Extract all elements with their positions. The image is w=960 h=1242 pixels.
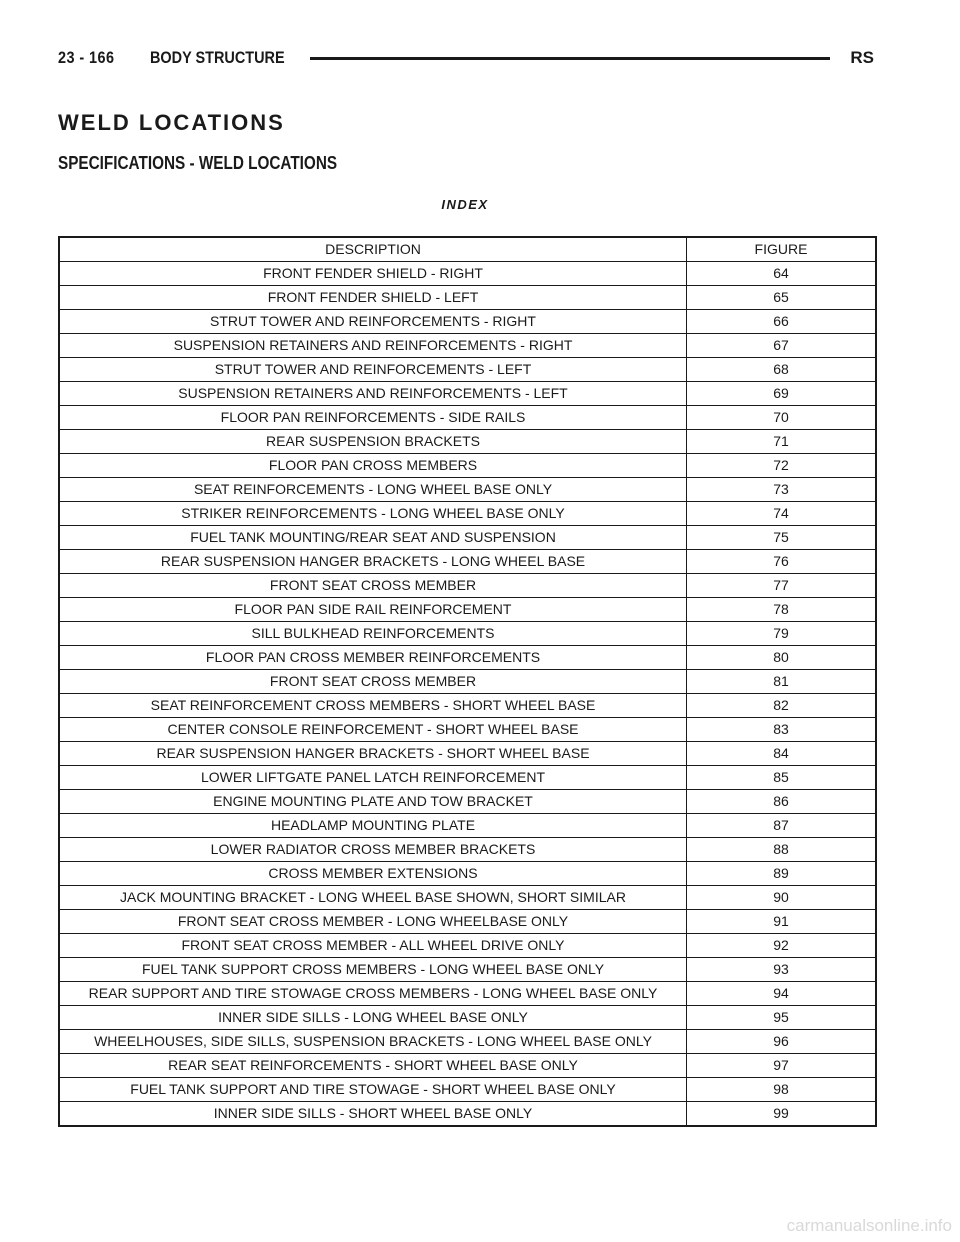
- table-row: [59, 790, 876, 814]
- row-figure: 98: [687, 1078, 877, 1102]
- row-description: SUSPENSION RETAINERS AND REINFORCEMENTS - LEFT: [59, 382, 687, 406]
- table-row: [59, 454, 876, 478]
- column-header-description: DESCRIPTION: [59, 237, 687, 262]
- row-figure: 77: [687, 574, 877, 598]
- row-description: FUEL TANK SUPPORT CROSS MEMBERS - LONG WHEEL BASE ONLY: [59, 958, 687, 982]
- table-row: [59, 478, 876, 502]
- row-figure: 67: [687, 334, 877, 358]
- row-figure: 78: [687, 598, 877, 622]
- page-number: 23 - 166: [58, 48, 115, 67]
- row-figure: 88: [687, 838, 877, 862]
- table-row: [59, 1006, 876, 1030]
- table-row: [59, 886, 876, 910]
- table-row: [59, 1078, 876, 1102]
- watermark: carmanualsonline.info: [786, 1216, 952, 1235]
- row-description: FLOOR PAN CROSS MEMBER REINFORCEMENTS: [59, 646, 687, 670]
- table-row: [59, 670, 876, 694]
- row-figure: 99: [687, 1102, 877, 1127]
- table-row: [59, 910, 876, 934]
- column-header-figure: FIGURE: [687, 237, 877, 262]
- table-row: [59, 982, 876, 1006]
- row-description: FLOOR PAN CROSS MEMBERS: [59, 454, 687, 478]
- index-table: [58, 236, 877, 1127]
- row-figure: 96: [687, 1030, 877, 1054]
- row-description: REAR SUSPENSION HANGER BRACKETS - LONG WHEEL BASE: [59, 550, 687, 574]
- row-description: REAR SEAT REINFORCEMENTS - SHORT WHEEL BASE ONLY: [59, 1054, 687, 1078]
- table-row: [59, 838, 876, 862]
- row-description: FLOOR PAN SIDE RAIL REINFORCEMENT: [59, 598, 687, 622]
- table-row: [59, 1102, 876, 1127]
- page-subtitle: SPECIFICATIONS - WELD LOCATIONS: [58, 153, 338, 173]
- row-description: FRONT FENDER SHIELD - LEFT: [59, 286, 687, 310]
- row-description: LOWER RADIATOR CROSS MEMBER BRACKETS: [59, 838, 687, 862]
- table-row: [59, 358, 876, 382]
- row-figure: 86: [687, 790, 877, 814]
- row-figure: 66: [687, 310, 877, 334]
- row-figure: 97: [687, 1054, 877, 1078]
- row-figure: 83: [687, 718, 877, 742]
- row-figure: 70: [687, 406, 877, 430]
- row-figure: 80: [687, 646, 877, 670]
- row-description: SILL BULKHEAD REINFORCEMENTS: [59, 622, 687, 646]
- row-figure: 76: [687, 550, 877, 574]
- row-figure: 87: [687, 814, 877, 838]
- table-row: [59, 646, 876, 670]
- row-description: REAR SUSPENSION BRACKETS: [59, 430, 687, 454]
- row-description: SUSPENSION RETAINERS AND REINFORCEMENTS - RIGHT: [59, 334, 687, 358]
- row-figure: 69: [687, 382, 877, 406]
- table-row: [59, 310, 876, 334]
- row-description: FUEL TANK MOUNTING/REAR SEAT AND SUSPENSION: [59, 526, 687, 550]
- table-row: [59, 622, 876, 646]
- row-description: STRUT TOWER AND REINFORCEMENTS - RIGHT: [59, 310, 687, 334]
- table-row: [59, 958, 876, 982]
- row-description: FLOOR PAN REINFORCEMENTS - SIDE RAILS: [59, 406, 687, 430]
- row-description: INNER SIDE SILLS - SHORT WHEEL BASE ONLY: [59, 1102, 687, 1127]
- row-description: FRONT SEAT CROSS MEMBER: [59, 670, 687, 694]
- row-description: JACK MOUNTING BRACKET - LONG WHEEL BASE SHOWN, SHORT SIMILAR: [59, 886, 687, 910]
- row-description: FRONT SEAT CROSS MEMBER: [59, 574, 687, 598]
- row-figure: 65: [687, 286, 877, 310]
- page-title: WELD LOCATIONS: [58, 110, 285, 135]
- model-code: RS: [850, 48, 874, 67]
- row-description: FRONT SEAT CROSS MEMBER - ALL WHEEL DRIVE ONLY: [59, 934, 687, 958]
- table-row: [59, 502, 876, 526]
- row-figure: 73: [687, 478, 877, 502]
- row-figure: 75: [687, 526, 877, 550]
- row-figure: 92: [687, 934, 877, 958]
- row-figure: 64: [687, 262, 877, 286]
- table-row: [59, 718, 876, 742]
- row-figure: 85: [687, 766, 877, 790]
- row-description: FRONT SEAT CROSS MEMBER - LONG WHEELBASE ONLY: [59, 910, 687, 934]
- row-description: STRIKER REINFORCEMENTS - LONG WHEEL BASE ONLY: [59, 502, 687, 526]
- table-row: [59, 814, 876, 838]
- row-figure: 82: [687, 694, 877, 718]
- table-row: [59, 334, 876, 358]
- table-row: [59, 526, 876, 550]
- table-row: [59, 862, 876, 886]
- row-figure: 71: [687, 430, 877, 454]
- row-description: CROSS MEMBER EXTENSIONS: [59, 862, 687, 886]
- page-header: [58, 46, 874, 72]
- row-figure: 74: [687, 502, 877, 526]
- row-description: SEAT REINFORCEMENTS - LONG WHEEL BASE ONLY: [59, 478, 687, 502]
- row-description: ENGINE MOUNTING PLATE AND TOW BRACKET: [59, 790, 687, 814]
- row-figure: 89: [687, 862, 877, 886]
- table-row: [59, 934, 876, 958]
- row-figure: 93: [687, 958, 877, 982]
- row-description: FUEL TANK SUPPORT AND TIRE STOWAGE - SHORT WHEEL BASE ONLY: [59, 1078, 687, 1102]
- row-figure: 81: [687, 670, 877, 694]
- header-rule: [310, 57, 830, 60]
- row-figure: 68: [687, 358, 877, 382]
- row-description: SEAT REINFORCEMENT CROSS MEMBERS - SHORT WHEEL BASE: [59, 694, 687, 718]
- section-title: BODY STRUCTURE: [150, 48, 285, 67]
- table-row: [59, 574, 876, 598]
- table-header-row: [59, 237, 876, 262]
- table-row: [59, 286, 876, 310]
- table-row: [59, 406, 876, 430]
- table-row: [59, 766, 876, 790]
- table-row: [59, 430, 876, 454]
- row-description: WHEELHOUSES, SIDE SILLS, SUSPENSION BRACKETS - LONG WHEEL BASE ONLY: [59, 1030, 687, 1054]
- table-row: [59, 742, 876, 766]
- table-row: [59, 382, 876, 406]
- row-description: REAR SUPPORT AND TIRE STOWAGE CROSS MEMBERS - LONG WHEEL BASE ONLY: [59, 982, 687, 1006]
- row-description: HEADLAMP MOUNTING PLATE: [59, 814, 687, 838]
- table-row: [59, 598, 876, 622]
- index-label: INDEX: [441, 197, 489, 212]
- row-description: CENTER CONSOLE REINFORCEMENT - SHORT WHEEL BASE: [59, 718, 687, 742]
- table-row: [59, 1030, 876, 1054]
- row-figure: 95: [687, 1006, 877, 1030]
- row-description: INNER SIDE SILLS - LONG WHEEL BASE ONLY: [59, 1006, 687, 1030]
- table-row: [59, 262, 876, 286]
- row-figure: 94: [687, 982, 877, 1006]
- table-row: [59, 1054, 876, 1078]
- table-row: [59, 694, 876, 718]
- row-figure: 72: [687, 454, 877, 478]
- row-description: LOWER LIFTGATE PANEL LATCH REINFORCEMENT: [59, 766, 687, 790]
- row-figure: 90: [687, 886, 877, 910]
- row-description: FRONT FENDER SHIELD - RIGHT: [59, 262, 687, 286]
- row-figure: 79: [687, 622, 877, 646]
- row-figure: 84: [687, 742, 877, 766]
- row-figure: 91: [687, 910, 877, 934]
- table-row: [59, 550, 876, 574]
- row-description: REAR SUSPENSION HANGER BRACKETS - SHORT WHEEL BASE: [59, 742, 687, 766]
- row-description: STRUT TOWER AND REINFORCEMENTS - LEFT: [59, 358, 687, 382]
